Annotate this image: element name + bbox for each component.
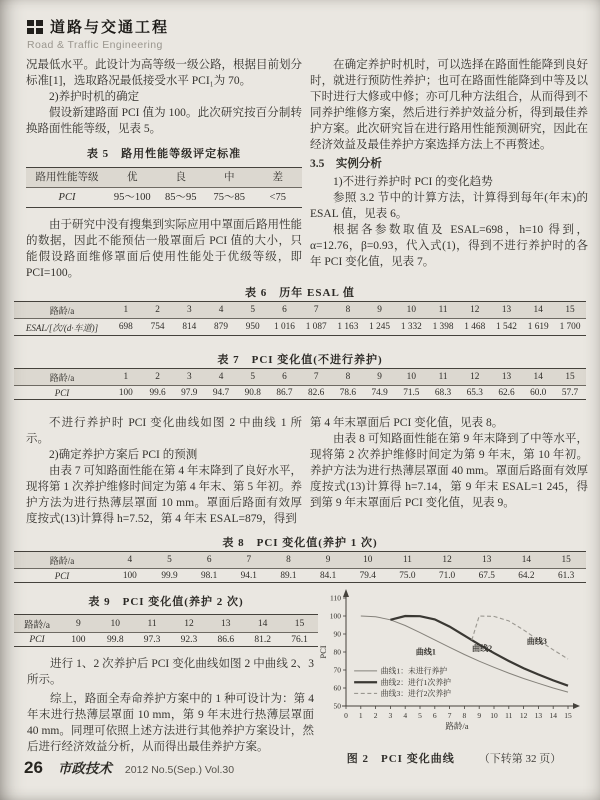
column-header: 5 — [250, 372, 256, 382]
y-tick-label: 80 — [333, 647, 341, 657]
column-header: 8 — [345, 372, 351, 382]
table-cell: 82.6 — [308, 387, 325, 398]
table-cell: 65.3 — [466, 387, 483, 398]
y-tick-label: 50 — [333, 701, 341, 711]
column-header: 10 — [406, 305, 416, 315]
x-tick-label: 9 — [477, 711, 482, 720]
curve-label: 曲线2 — [472, 644, 493, 654]
column-header: 9 — [377, 372, 382, 382]
column-header: 10 — [363, 555, 373, 565]
table8-caption: 表 8 PCI 变化值(养护 1 次) — [222, 537, 378, 549]
table-cell: 814 — [182, 322, 197, 332]
table-cell: PCI — [29, 634, 45, 645]
para-see-table8: 第 4 年末罩面后 PCI 变化值，见表 8。 — [310, 417, 504, 429]
y-axis-arrow-icon — [343, 589, 349, 597]
table-cell: 1 700 — [559, 322, 581, 332]
table-cell: 92.3 — [180, 634, 198, 645]
x-tick-label: 12 — [519, 711, 528, 720]
para-subheading-maintenance-timing: 2)养护时机的确定 — [49, 91, 140, 103]
table-header-row — [26, 168, 302, 188]
column-header: 14 — [521, 555, 532, 565]
column-header: 13 — [221, 618, 231, 629]
column-header: 15 — [561, 555, 571, 565]
para-new-pavement-pci: 假设新建路面 PCI 值为 100。此次研究按百分制转换路面性能等级，见表 5。 — [26, 107, 302, 135]
right-column-top — [310, 57, 588, 270]
column-header: 12 — [470, 372, 480, 382]
table-cell: 71.5 — [403, 387, 420, 398]
table-cell: 78.6 — [339, 387, 357, 398]
table-cell: 98.1 — [201, 570, 218, 581]
y-axis-title: PCI — [318, 645, 328, 659]
table-cell: 754 — [150, 322, 165, 332]
table-header-row — [14, 552, 586, 569]
table-row — [14, 319, 586, 336]
table-cell: 76.1 — [291, 634, 308, 645]
x-tick-label: 7 — [447, 711, 452, 720]
table-performance-grade-standard — [26, 167, 302, 208]
column-header: 10 — [406, 372, 416, 382]
para-curve1-reference: 不进行养护时 PCI 变化曲线如图 2 中曲线 1 所示。 — [26, 417, 302, 445]
heading-example-analysis: 3.5 实例分析 — [310, 158, 382, 170]
table-cell: 1 398 — [432, 322, 454, 332]
column-header: 2 — [155, 372, 160, 382]
table7-caption: 表 7 PCI 变化值(不进行养护) — [217, 354, 383, 366]
legend-entry: 曲线1：未进行养护 — [380, 666, 448, 676]
column-header: 优 — [127, 171, 138, 183]
figure-caption-row — [318, 750, 590, 766]
x-tick-label: 5 — [418, 711, 422, 720]
table-header-row — [14, 302, 586, 319]
x-tick-label: 0 — [344, 711, 348, 720]
column-header: 中 — [224, 171, 235, 183]
left-column-middle — [26, 415, 302, 527]
column-header: 4 — [218, 372, 224, 382]
column-header: 15 — [565, 305, 575, 315]
table-cell: PCI — [54, 570, 70, 581]
left-column-top — [26, 57, 302, 281]
legend-entry: 曲线2：进行1次养护 — [380, 677, 451, 687]
column-header: 6 — [282, 305, 287, 315]
table-cell: 99.6 — [149, 387, 166, 398]
para-curves-2-3-reference: 进行 1、2 次养护后 PCI 变化曲线如图 2 中曲线 2、3 所示。 — [27, 658, 314, 686]
para-subheading-plan-prediction: 2)确定养护方案后 PCI 的预测 — [49, 449, 198, 461]
column-header: 1 — [123, 305, 129, 315]
column-header: 15 — [565, 372, 575, 382]
x-tick-label: 4 — [403, 711, 408, 720]
table5-caption: 表 5 路用性能等级评定标准 — [86, 148, 242, 160]
table-cell: 61.3 — [557, 570, 575, 581]
column-header: 15 — [294, 618, 305, 629]
column-header: 11 — [438, 372, 448, 382]
column-header: 路龄/a — [24, 620, 50, 631]
page-number: 26 — [24, 758, 43, 777]
column-header: 4 — [218, 305, 224, 315]
table-cell: 71.0 — [438, 570, 456, 581]
column-header: 12 — [470, 305, 480, 315]
table-header-row — [14, 369, 586, 386]
column-header: 13 — [501, 305, 512, 315]
column-header: 路龄/a — [49, 372, 75, 383]
section-header — [27, 16, 169, 51]
table-cell: 1 468 — [464, 322, 486, 332]
table-cell: ESAL/[次/(d·车道)] — [25, 322, 99, 333]
column-header: 路用性能等级 — [35, 171, 99, 183]
table-cell: 57.7 — [561, 387, 579, 398]
column-header: 4 — [127, 555, 133, 565]
table-cell: 100 — [71, 634, 86, 645]
table-cell: PCI — [54, 387, 70, 398]
x-tick-label: 15 — [564, 711, 572, 720]
column-header: 14 — [533, 305, 543, 315]
column-header: 9 — [76, 618, 81, 629]
column-header: 6 — [206, 555, 212, 565]
table-pci-one-maintenance — [14, 551, 586, 583]
column-header: 13 — [482, 555, 492, 565]
column-header: 12 — [442, 555, 452, 565]
para-maintenance-timing-options: 在确定养护时机时，可以选择在路面性能降到良好时，就进行预防性养护；也可在路面性能降到中等及以下时进行大修或中修；亦可几种方法组合，从而得到不同养护维修方案，然后进行养护效益分析，得到最佳养护方案。此次研究旨在进行路用性能预测研究，因此在经济效益及最佳养护方案选择方法上不再赘述。 — [310, 59, 588, 151]
table-cell: 100 — [118, 387, 133, 398]
table-cell: 74.9 — [371, 387, 388, 398]
left-column-bottom — [14, 593, 318, 755]
table-row — [14, 386, 586, 400]
table-header-row — [14, 615, 318, 633]
y-tick-label: 70 — [333, 665, 341, 675]
table-cell: 85～95 — [165, 191, 197, 203]
table-row — [14, 569, 586, 583]
x-tick-label: 13 — [534, 711, 543, 720]
column-header: 9 — [325, 555, 331, 565]
journal-name: 市政技术 — [57, 761, 112, 776]
column-header: 12 — [184, 618, 194, 629]
table-row — [26, 188, 302, 208]
curve-label: 曲线1 — [415, 647, 436, 657]
table9-caption: 表 9 PCI 变化值(养护 2 次) — [88, 596, 244, 608]
x-tick-label: 14 — [549, 711, 557, 720]
table-cell: 95～100 — [113, 191, 151, 203]
para-conclusion-plan: 综上，路面全寿命养护方案中的 1 种可设计为：第 4 年末进行热薄层罩面 10 mm，第 9 年末进行热薄层罩面 40 mm。同理可依照上述方法进行其他养护方案设计，然后进行经济效益分析，从而得出最佳养护方案。 — [27, 693, 314, 753]
table-row — [14, 633, 318, 647]
column-header: 7 — [313, 372, 319, 382]
table-pci-two-maintenances — [14, 614, 318, 647]
x-tick-label: 11 — [505, 711, 513, 720]
column-header: 路龄/a — [49, 305, 75, 316]
y-tick-label: 90 — [333, 629, 341, 639]
column-header: 5 — [250, 305, 256, 315]
para-first-maintenance: 由表 7 可知路面性能在第 4 年末降到了良好水平，现将第 1 次养护维修时间定为第 4 年末、第 5 年初。养护方法为进行热薄层罩面 10 mm。罩面后路面有效厚度按式(13)计算得 h=7.52，第 4 年末 ESAL=879，得到 — [26, 465, 302, 525]
table-cell: 100 — [122, 570, 137, 581]
table-cell: 81.2 — [254, 634, 271, 645]
table-cell: 950 — [245, 322, 260, 332]
table-cell: 99.8 — [106, 634, 124, 645]
curve-label: 曲线3 — [526, 636, 547, 646]
table-cell: 1 542 — [496, 322, 517, 332]
table-cell: 75.0 — [399, 570, 416, 581]
table-cell: 75～85 — [213, 191, 245, 203]
x-tick-label: 6 — [432, 711, 437, 720]
section-mark-icon — [27, 20, 43, 34]
column-header: 14 — [533, 372, 543, 382]
column-header: 13 — [501, 372, 512, 382]
y-tick-label: 110 — [330, 593, 341, 603]
table-cell: 86.6 — [217, 634, 235, 645]
column-header: 5 — [167, 555, 172, 565]
table-cell: 64.2 — [518, 570, 535, 581]
column-header: 3 — [186, 372, 192, 382]
x-tick-label: 8 — [462, 711, 467, 720]
column-header: 差 — [272, 171, 283, 183]
column-header: 良 — [175, 171, 186, 183]
table-cell: 97.9 — [181, 387, 198, 398]
column-header: 7 — [246, 555, 252, 565]
table-cell: 62.6 — [498, 387, 515, 398]
table-cell: 60.0 — [530, 387, 547, 398]
pci-chart-svg — [318, 588, 586, 736]
column-header: 8 — [345, 305, 351, 315]
table-cell: 879 — [214, 322, 228, 332]
right-column-middle — [310, 415, 588, 511]
table-cell: 1 016 — [273, 322, 295, 332]
column-header: 14 — [257, 618, 268, 629]
table-cell: 68.3 — [434, 387, 452, 398]
table-cell: 1 087 — [305, 322, 327, 332]
x-axis-title: 路龄/a — [445, 721, 469, 731]
table-cell: 86.7 — [276, 387, 293, 398]
x-tick-label: 10 — [490, 711, 498, 720]
table-cell: 67.5 — [478, 570, 495, 581]
column-header: 11 — [438, 305, 448, 315]
table-cell: 79.4 — [359, 570, 376, 581]
y-tick-label: 60 — [333, 683, 341, 693]
x-tick-label: 1 — [358, 711, 363, 720]
table-cell: 1 245 — [369, 322, 391, 332]
x-tick-label: 2 — [373, 711, 378, 720]
issue-info: 2012 No.5(Sep.) Vol.30 — [124, 764, 235, 776]
table-cell: 90.8 — [244, 387, 261, 398]
table6-caption: 表 6 历年 ESAL 值 — [245, 287, 355, 299]
table-cell: PCI — [58, 191, 76, 203]
table-cell: 94.7 — [212, 387, 230, 398]
y-tick-label: 100 — [329, 611, 341, 621]
table-cell: 698 — [118, 322, 133, 332]
column-header: 路龄/a — [49, 555, 75, 566]
continuation-note: （下转第 32 页） — [478, 753, 562, 765]
para-second-maintenance: 由表 8 可知路面性能在第 9 年末降到了中等水平，现将第 2 次养护维修时间定为第 9 年末，第 10 年初。养护方法为进行热薄层罩面 40 mm。罩面后路面有效厚度按式(13)计算得 h=7.14，第 9 年末 ESAL=1 245，得到第 9 年末罩面后 PCI 变化值，见表 9。 — [310, 433, 588, 509]
column-header: 8 — [286, 555, 291, 565]
column-header: 11 — [402, 555, 412, 565]
section-title: 道路与交通工程 — [50, 19, 170, 36]
page-footer — [24, 757, 234, 778]
x-axis-arrow-icon — [573, 703, 580, 709]
para-parameter-values: 根据各参数取值及 ESAL=698，h=10 得到，α=12.76，β=0.93，代入式(1)，得到不进行养护时的各年 PCI 变化值，见表 7。 — [310, 224, 588, 268]
column-header: 2 — [155, 305, 160, 315]
table-cell: 99.9 — [161, 570, 178, 581]
table-cell: 1 619 — [527, 322, 549, 332]
table-cell: 97.3 — [143, 634, 161, 645]
figure-caption: 图 2 PCI 变化曲线 — [346, 753, 455, 765]
column-header: 6 — [282, 372, 287, 382]
column-header: 10 — [110, 618, 121, 629]
column-header: 7 — [313, 305, 319, 315]
table-cell: 89.1 — [280, 570, 297, 581]
table-cell: 84.1 — [319, 570, 337, 581]
table-annual-esal — [14, 301, 586, 336]
table-pci-no-maintenance — [14, 368, 586, 400]
column-header: 1 — [123, 372, 129, 382]
x-tick-label: 3 — [388, 711, 393, 720]
legend-entry: 曲线3：进行2次养护 — [380, 689, 451, 698]
column-header: 9 — [377, 305, 382, 315]
table-cell: <75 — [269, 191, 286, 203]
table-cell: 1 163 — [337, 322, 359, 332]
table-cell: 1 332 — [400, 322, 422, 332]
para-continued-from-previous-page: 况最低水平。此设计为高等级一级公路，根据目前划分标准[1]，选取路况最低接受水平 PCI₁为 70。 — [26, 59, 302, 87]
para-esal-reference: 参照 3.2 节中的计算方法，计算得到每年(年末)的 ESAL 值，见表 6。 — [310, 192, 588, 220]
section-subtitle: Road & Traffic Engineering — [27, 39, 163, 51]
table-cell: 94.1 — [240, 570, 257, 581]
column-header: 3 — [186, 305, 192, 315]
para-no-maintenance-trend: 1)不进行养护时 PCI 的变化趋势 — [333, 176, 493, 188]
para-overlay-assumption: 由于研究中没有搜集到实际应用中罩面后路用性能的数据，因此不能预估一般罩面后 PCI 值的大小，只能假设路面维修罩面后使用性能处于优级等级，即 PCI=100。 — [26, 219, 302, 279]
column-header: 11 — [147, 618, 157, 629]
figure-pci-curves — [318, 588, 590, 766]
